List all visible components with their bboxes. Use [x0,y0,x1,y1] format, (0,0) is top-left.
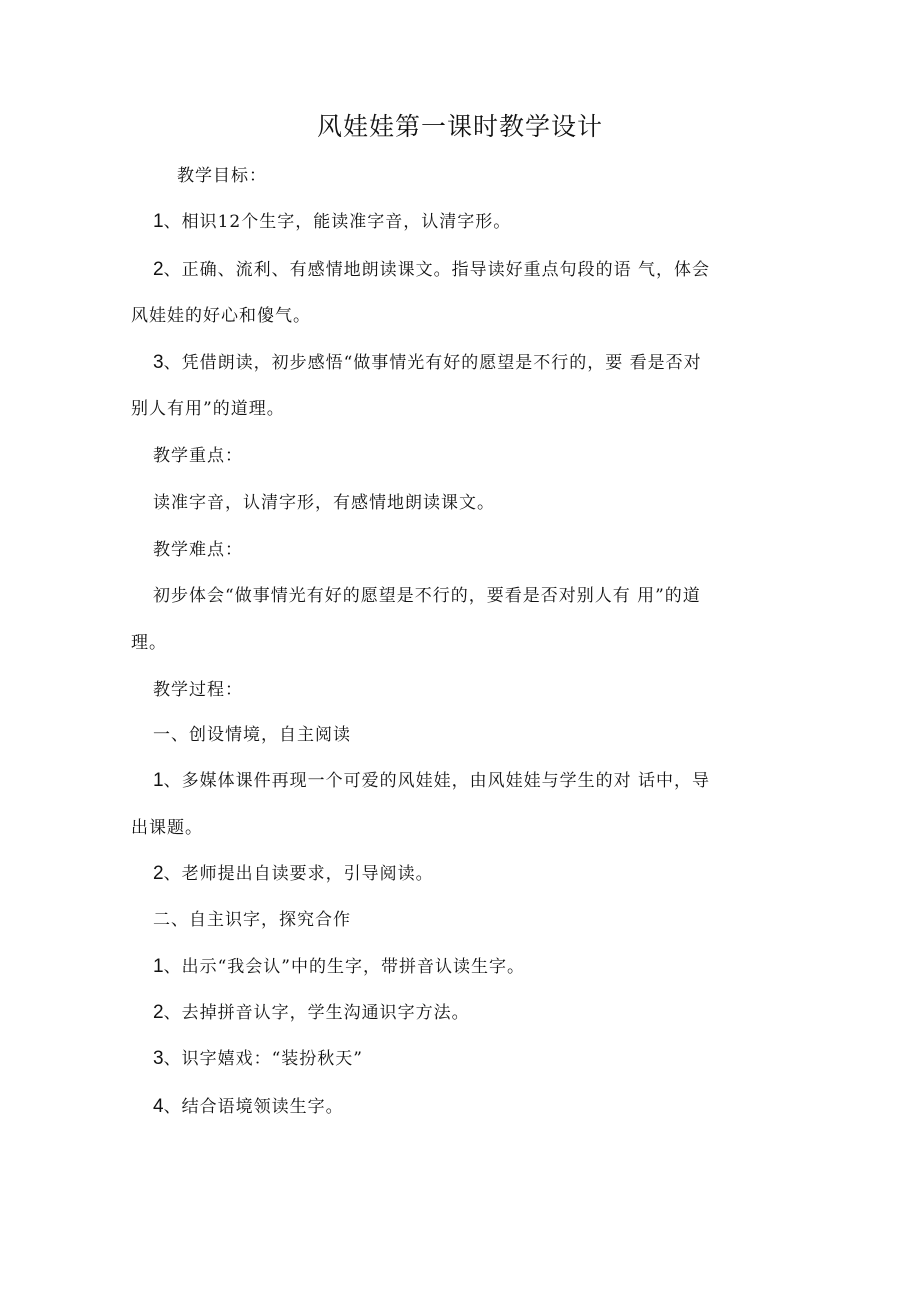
section-1-item-1 [153,768,710,794]
item-number: 2 [153,863,164,884]
objective-item-3 [153,350,702,376]
item-number: 3 [153,1048,164,1069]
item-text: 、多媒体课件再现一个可爱的风娃娃，由风娃娃与学生的对 话中，导 [163,771,710,791]
section-2-heading: 二、自主识字，探究合作 [153,910,351,930]
item-text: 、出示“我会认”中的生字，带拼音认读生字。 [163,957,525,977]
item-text: 、去掉拼音认字，学生沟通识字方法。 [163,1003,470,1023]
section-2-item-3 [153,1046,363,1072]
item-number: 4 [153,1096,164,1117]
section-1-item-1-continuation: 出课题。 [131,818,203,838]
document-title: 风娃娃第一课时教学设计 [316,112,603,141]
item-number: 1 [153,770,164,791]
objective-number: 2 [153,259,164,280]
objective-number: 3 [153,352,164,373]
objective-item-2-continuation: 风娃娃的好心和傻气。 [131,306,311,326]
item-text: 、识字嬉戏：“装扮秋天” [163,1049,363,1069]
objective-text: 、凭借朗读，初步感悟“做事情光有好的愿望是不行的，要 看是否对 [163,353,702,373]
difficulty-text: 初步体会“做事情光有好的愿望是不行的，要看是否对别人有 用”的道 [153,586,701,606]
objective-item-2 [153,257,710,283]
section-2-item-1 [153,954,525,980]
objective-text: 、正确、流利、有感情地朗读课文。指导读好重点句段的语 气，体会 [163,260,710,280]
key-points-text: 读准字音，认清字形，有感情地朗读课文。 [153,493,495,513]
objective-item-3-continuation: 别人有用”的道理。 [131,399,285,419]
difficulty-text-continuation: 理。 [131,633,167,653]
section-2-item-4 [153,1094,344,1120]
item-text: 、结合语境领读生字。 [163,1097,344,1117]
difficulty-heading: 教学难点： [153,540,243,560]
item-number: 1 [153,956,164,977]
objectives-heading: 教学目标： [177,166,267,186]
objective-number: 1 [153,211,164,232]
key-points-heading: 教学重点： [153,446,243,466]
objective-item-1 [153,209,511,235]
item-text: 、老师提出自读要求，引导阅读。 [163,864,434,884]
section-1-heading: 一、创设情境，自主阅读 [153,725,351,745]
objective-text: 、相识12个生字，能读准字音，认清字形。 [163,212,512,232]
item-number: 2 [153,1002,164,1023]
section-2-item-2 [153,1000,470,1026]
section-1-item-2 [153,861,434,887]
process-heading: 教学过程： [153,680,243,700]
